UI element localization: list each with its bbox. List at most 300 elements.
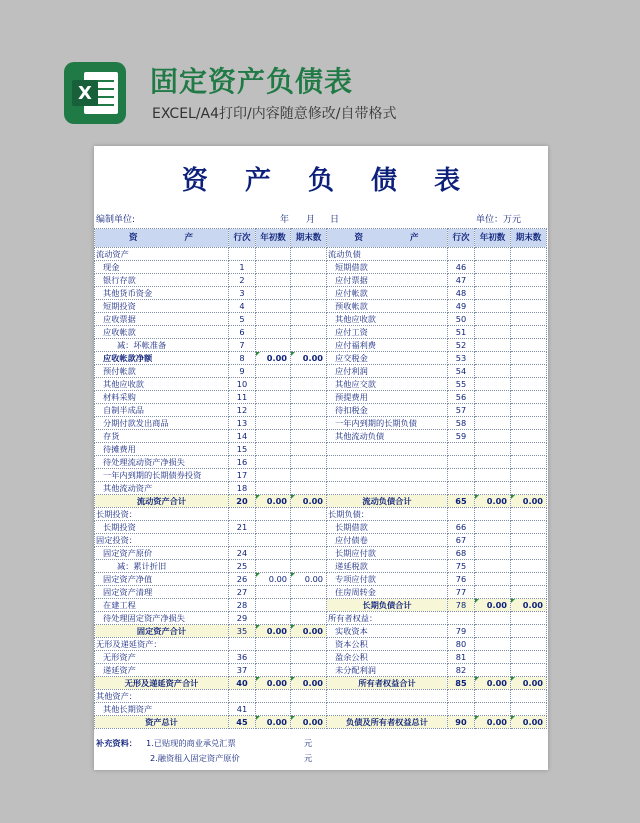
liability-begin-cell[interactable]: [475, 638, 511, 651]
asset-end-cell[interactable]: [291, 664, 327, 677]
asset-begin-cell[interactable]: [256, 378, 291, 391]
liability-begin-cell[interactable]: [475, 378, 511, 391]
liability-begin-cell[interactable]: [475, 469, 511, 482]
liability-end-cell[interactable]: [511, 391, 547, 404]
liability-begin-cell[interactable]: [475, 391, 511, 404]
liability-end-cell[interactable]: [511, 547, 547, 560]
asset-end-cell[interactable]: [291, 612, 327, 625]
asset-item-cell[interactable]: 自制半成品: [95, 404, 229, 417]
asset-end-cell[interactable]: 0.00: [291, 677, 327, 690]
liability-end-cell[interactable]: [511, 404, 547, 417]
liability-end-cell[interactable]: [511, 430, 547, 443]
liability-row-no-cell[interactable]: 90: [448, 716, 475, 729]
asset-begin-cell[interactable]: [256, 274, 291, 287]
asset-row-no-cell[interactable]: 21: [229, 521, 256, 534]
liability-item-cell[interactable]: 应付票据: [327, 274, 448, 287]
liability-item-cell[interactable]: 所有者权益合计: [327, 677, 448, 690]
asset-row-no-cell[interactable]: 9: [229, 365, 256, 378]
liability-item-cell[interactable]: 预提费用: [327, 391, 448, 404]
asset-item-cell[interactable]: 减：累计折旧: [95, 560, 229, 573]
asset-end-cell[interactable]: [291, 417, 327, 430]
asset-end-cell[interactable]: [291, 586, 327, 599]
liability-row-no-cell[interactable]: 48: [448, 287, 475, 300]
asset-end-cell[interactable]: [291, 469, 327, 482]
asset-row-no-cell[interactable]: [229, 534, 256, 547]
asset-end-cell[interactable]: [291, 274, 327, 287]
liability-begin-cell[interactable]: [475, 365, 511, 378]
asset-begin-cell[interactable]: [256, 287, 291, 300]
liability-item-cell[interactable]: [327, 703, 448, 716]
asset-end-cell[interactable]: [291, 378, 327, 391]
liability-row-no-cell[interactable]: [448, 508, 475, 521]
liability-end-cell[interactable]: [511, 274, 547, 287]
liability-begin-cell[interactable]: [475, 274, 511, 287]
liability-item-cell[interactable]: 住房周转金: [327, 586, 448, 599]
liability-item-cell[interactable]: 负债及所有者权益总计: [327, 716, 448, 729]
asset-begin-cell[interactable]: 0.00: [256, 677, 291, 690]
asset-item-cell[interactable]: 长期投资: [95, 521, 229, 534]
asset-begin-cell[interactable]: [256, 599, 291, 612]
asset-end-cell[interactable]: [291, 248, 327, 261]
liability-begin-cell[interactable]: [475, 443, 511, 456]
liability-row-no-cell[interactable]: 67: [448, 534, 475, 547]
asset-row-no-cell[interactable]: 18: [229, 482, 256, 495]
liability-end-cell[interactable]: [511, 625, 547, 638]
asset-end-cell[interactable]: [291, 404, 327, 417]
asset-end-cell[interactable]: [291, 456, 327, 469]
liability-end-cell[interactable]: [511, 313, 547, 326]
liability-row-no-cell[interactable]: 59: [448, 430, 475, 443]
liability-begin-cell[interactable]: [475, 261, 511, 274]
asset-item-cell[interactable]: 在建工程: [95, 599, 229, 612]
asset-begin-cell[interactable]: [256, 612, 291, 625]
asset-end-cell[interactable]: 0.00: [291, 573, 327, 586]
asset-item-cell[interactable]: 资产总计: [95, 716, 229, 729]
liability-begin-cell[interactable]: [475, 612, 511, 625]
liability-row-no-cell[interactable]: 57: [448, 404, 475, 417]
asset-item-cell[interactable]: 短期投资: [95, 300, 229, 313]
liability-begin-cell[interactable]: [475, 664, 511, 677]
asset-end-cell[interactable]: [291, 534, 327, 547]
asset-row-no-cell[interactable]: [229, 508, 256, 521]
asset-end-cell[interactable]: [291, 300, 327, 313]
asset-row-no-cell[interactable]: 8: [229, 352, 256, 365]
liability-begin-cell[interactable]: [475, 508, 511, 521]
asset-begin-cell[interactable]: [256, 261, 291, 274]
liability-row-no-cell[interactable]: [448, 612, 475, 625]
liability-row-no-cell[interactable]: [448, 690, 475, 703]
liability-row-no-cell[interactable]: 49: [448, 300, 475, 313]
liability-item-cell[interactable]: 递延税款: [327, 560, 448, 573]
asset-begin-cell[interactable]: [256, 404, 291, 417]
liability-row-no-cell[interactable]: 85: [448, 677, 475, 690]
liability-row-no-cell[interactable]: 82: [448, 664, 475, 677]
asset-row-no-cell[interactable]: 14: [229, 430, 256, 443]
asset-begin-cell[interactable]: [256, 690, 291, 703]
asset-begin-cell[interactable]: [256, 547, 291, 560]
asset-item-cell[interactable]: 流动资产合计: [95, 495, 229, 508]
asset-row-no-cell[interactable]: [229, 638, 256, 651]
liability-end-cell[interactable]: [511, 534, 547, 547]
asset-begin-cell[interactable]: [256, 443, 291, 456]
asset-begin-cell[interactable]: [256, 508, 291, 521]
liability-end-cell[interactable]: [511, 703, 547, 716]
liability-item-cell[interactable]: 预收帐款: [327, 300, 448, 313]
liability-end-cell[interactable]: [511, 690, 547, 703]
liability-row-no-cell[interactable]: 58: [448, 417, 475, 430]
liability-item-cell[interactable]: [327, 469, 448, 482]
liability-begin-cell[interactable]: [475, 482, 511, 495]
asset-row-no-cell[interactable]: 40: [229, 677, 256, 690]
asset-begin-cell[interactable]: [256, 456, 291, 469]
liability-item-cell[interactable]: [327, 443, 448, 456]
asset-row-no-cell[interactable]: 17: [229, 469, 256, 482]
liability-end-cell[interactable]: [511, 300, 547, 313]
liability-begin-cell[interactable]: [475, 547, 511, 560]
liability-begin-cell[interactable]: [475, 703, 511, 716]
asset-item-cell[interactable]: 存货: [95, 430, 229, 443]
asset-end-cell[interactable]: [291, 365, 327, 378]
asset-begin-cell[interactable]: [256, 534, 291, 547]
asset-end-cell[interactable]: [291, 560, 327, 573]
liability-end-cell[interactable]: [511, 651, 547, 664]
liability-begin-cell[interactable]: 0.00: [475, 599, 511, 612]
liability-row-no-cell[interactable]: [448, 482, 475, 495]
asset-row-no-cell[interactable]: 1: [229, 261, 256, 274]
asset-row-no-cell[interactable]: 4: [229, 300, 256, 313]
asset-begin-cell[interactable]: [256, 651, 291, 664]
asset-end-cell[interactable]: [291, 703, 327, 716]
asset-row-no-cell[interactable]: 37: [229, 664, 256, 677]
asset-begin-cell[interactable]: 0.00: [256, 573, 291, 586]
liability-begin-cell[interactable]: [475, 651, 511, 664]
asset-item-cell[interactable]: 减：坏帐准备: [95, 339, 229, 352]
asset-begin-cell[interactable]: [256, 469, 291, 482]
liability-begin-cell[interactable]: 0.00: [475, 495, 511, 508]
header-row-no-2: 行次: [448, 229, 475, 248]
asset-end-cell[interactable]: [291, 430, 327, 443]
liability-item-cell[interactable]: 应付债卷: [327, 534, 448, 547]
liability-row-no-cell[interactable]: 54: [448, 365, 475, 378]
asset-end-cell[interactable]: [291, 651, 327, 664]
liability-row-no-cell[interactable]: [448, 469, 475, 482]
asset-item-cell[interactable]: 长期投资：: [95, 508, 229, 521]
asset-row-no-cell[interactable]: 6: [229, 326, 256, 339]
asset-item-cell[interactable]: 固定资产清理: [95, 586, 229, 599]
asset-begin-cell[interactable]: 0.00: [256, 495, 291, 508]
liability-item-cell[interactable]: 其他应收款: [327, 313, 448, 326]
asset-item-cell[interactable]: 固定投资：: [95, 534, 229, 547]
liability-item-cell[interactable]: 未分配利润: [327, 664, 448, 677]
liability-begin-cell[interactable]: [475, 573, 511, 586]
liability-begin-cell[interactable]: [475, 560, 511, 573]
asset-begin-cell[interactable]: [256, 482, 291, 495]
liability-item-cell[interactable]: [327, 690, 448, 703]
asset-begin-cell[interactable]: [256, 391, 291, 404]
asset-end-cell[interactable]: [291, 261, 327, 274]
liability-row-no-cell[interactable]: 50: [448, 313, 475, 326]
liability-begin-cell[interactable]: [475, 534, 511, 547]
liability-row-no-cell[interactable]: 51: [448, 326, 475, 339]
asset-row-no-cell[interactable]: 27: [229, 586, 256, 599]
liability-begin-cell[interactable]: [475, 287, 511, 300]
liability-item-cell[interactable]: 应交税金: [327, 352, 448, 365]
asset-begin-cell[interactable]: [256, 430, 291, 443]
asset-end-cell[interactable]: [291, 287, 327, 300]
liability-item-cell[interactable]: 短期借款: [327, 261, 448, 274]
liability-row-no-cell[interactable]: 52: [448, 339, 475, 352]
liability-item-cell[interactable]: 应付利润: [327, 365, 448, 378]
liability-row-no-cell[interactable]: [448, 703, 475, 716]
liability-row-no-cell[interactable]: 56: [448, 391, 475, 404]
asset-end-cell[interactable]: 0.00: [291, 625, 327, 638]
table-row: [95, 469, 547, 482]
liability-item-cell[interactable]: 长期负债：: [327, 508, 448, 521]
liability-row-no-cell[interactable]: 46: [448, 261, 475, 274]
liability-end-cell[interactable]: 0.00: [511, 599, 547, 612]
asset-row-no-cell[interactable]: 24: [229, 547, 256, 560]
asset-begin-cell[interactable]: [256, 365, 291, 378]
liability-begin-cell[interactable]: [475, 417, 511, 430]
liability-begin-cell[interactable]: [475, 300, 511, 313]
liability-end-cell[interactable]: [511, 287, 547, 300]
asset-item-cell[interactable]: 其他应收款: [95, 378, 229, 391]
asset-row-no-cell[interactable]: 29: [229, 612, 256, 625]
liability-end-cell[interactable]: [511, 612, 547, 625]
asset-row-no-cell[interactable]: [229, 690, 256, 703]
liability-end-cell[interactable]: [511, 469, 547, 482]
asset-begin-cell[interactable]: [256, 339, 291, 352]
asset-row-no-cell[interactable]: 12: [229, 404, 256, 417]
asset-begin-cell[interactable]: [256, 248, 291, 261]
liability-begin-cell[interactable]: [475, 586, 511, 599]
asset-item-cell[interactable]: 应收帐款: [95, 326, 229, 339]
asset-begin-cell[interactable]: [256, 300, 291, 313]
liability-item-cell[interactable]: 长期借款: [327, 521, 448, 534]
asset-row-no-cell[interactable]: 28: [229, 599, 256, 612]
asset-end-cell[interactable]: [291, 690, 327, 703]
liability-end-cell[interactable]: [511, 378, 547, 391]
liability-item-cell[interactable]: 流动负债: [327, 248, 448, 261]
asset-row-no-cell[interactable]: 36: [229, 651, 256, 664]
asset-end-cell[interactable]: [291, 547, 327, 560]
liability-begin-cell[interactable]: [475, 521, 511, 534]
liability-item-cell[interactable]: 专项应付款: [327, 573, 448, 586]
liability-end-cell[interactable]: [511, 482, 547, 495]
asset-end-cell[interactable]: [291, 638, 327, 651]
asset-row-no-cell[interactable]: 41: [229, 703, 256, 716]
liability-end-cell[interactable]: [511, 664, 547, 677]
liability-item-cell[interactable]: 长期应付款: [327, 547, 448, 560]
liability-item-cell[interactable]: 一年内到期的长期负债: [327, 417, 448, 430]
asset-begin-cell[interactable]: [256, 417, 291, 430]
asset-item-cell[interactable]: 固定资产原价: [95, 547, 229, 560]
asset-begin-cell[interactable]: 0.00: [256, 716, 291, 729]
table-row: [95, 495, 547, 508]
asset-row-no-cell[interactable]: 15: [229, 443, 256, 456]
asset-end-cell[interactable]: [291, 482, 327, 495]
asset-row-no-cell[interactable]: 5: [229, 313, 256, 326]
asset-end-cell[interactable]: 0.00: [291, 352, 327, 365]
liability-begin-cell[interactable]: [475, 326, 511, 339]
asset-end-cell[interactable]: 0.00: [291, 716, 327, 729]
asset-end-cell[interactable]: [291, 521, 327, 534]
liability-end-cell[interactable]: [511, 586, 547, 599]
asset-row-no-cell[interactable]: 20: [229, 495, 256, 508]
liability-end-cell[interactable]: [511, 456, 547, 469]
liability-begin-cell[interactable]: [475, 248, 511, 261]
asset-end-cell[interactable]: [291, 599, 327, 612]
liability-row-no-cell[interactable]: [448, 456, 475, 469]
liability-row-no-cell[interactable]: 79: [448, 625, 475, 638]
liability-item-cell[interactable]: 应付福利费: [327, 339, 448, 352]
liability-end-cell[interactable]: [511, 560, 547, 573]
liability-end-cell[interactable]: [511, 339, 547, 352]
liability-end-cell[interactable]: [511, 521, 547, 534]
asset-item-cell[interactable]: 现金: [95, 261, 229, 274]
liability-row-no-cell[interactable]: 77: [448, 586, 475, 599]
table-row: [95, 417, 547, 430]
asset-row-no-cell[interactable]: 11: [229, 391, 256, 404]
liability-item-cell[interactable]: 其他应交款: [327, 378, 448, 391]
liability-end-cell[interactable]: [511, 248, 547, 261]
liability-end-cell[interactable]: [511, 638, 547, 651]
asset-item-cell[interactable]: 固定资产合计: [95, 625, 229, 638]
asset-begin-cell[interactable]: 0.00: [256, 625, 291, 638]
asset-item-cell[interactable]: 递延资产: [95, 664, 229, 677]
asset-item-cell[interactable]: 无形资产: [95, 651, 229, 664]
asset-begin-cell[interactable]: [256, 313, 291, 326]
asset-item-cell[interactable]: 银行存款: [95, 274, 229, 287]
liability-begin-cell[interactable]: [475, 625, 511, 638]
asset-end-cell[interactable]: [291, 339, 327, 352]
liability-row-no-cell[interactable]: 81: [448, 651, 475, 664]
asset-begin-cell[interactable]: [256, 586, 291, 599]
liability-item-cell[interactable]: 待扣税金: [327, 404, 448, 417]
asset-item-cell[interactable]: 无形及递延资产：: [95, 638, 229, 651]
liability-end-cell[interactable]: [511, 508, 547, 521]
liability-begin-cell[interactable]: [475, 430, 511, 443]
liability-row-no-cell[interactable]: 55: [448, 378, 475, 391]
liability-item-cell[interactable]: 所有者权益：: [327, 612, 448, 625]
liability-row-no-cell[interactable]: [448, 248, 475, 261]
liability-end-cell[interactable]: [511, 573, 547, 586]
liability-item-cell[interactable]: 资本公积: [327, 638, 448, 651]
asset-item-cell[interactable]: 待处理固定资产净损失: [95, 612, 229, 625]
asset-item-cell[interactable]: 其他流动资产: [95, 482, 229, 495]
liability-end-cell[interactable]: [511, 326, 547, 339]
asset-item-cell[interactable]: 其他货币资金: [95, 287, 229, 300]
asset-item-cell[interactable]: 固定资产净值: [95, 573, 229, 586]
liability-row-no-cell[interactable]: 78: [448, 599, 475, 612]
liability-item-cell[interactable]: 长期负债合计: [327, 599, 448, 612]
asset-end-cell[interactable]: [291, 391, 327, 404]
liability-begin-cell[interactable]: 0.00: [475, 677, 511, 690]
asset-item-cell[interactable]: 应收票据: [95, 313, 229, 326]
asset-end-cell[interactable]: [291, 508, 327, 521]
asset-item-cell[interactable]: 预付帐款: [95, 365, 229, 378]
asset-end-cell[interactable]: [291, 326, 327, 339]
asset-row-no-cell[interactable]: 26: [229, 573, 256, 586]
asset-end-cell[interactable]: 0.00: [291, 495, 327, 508]
asset-row-no-cell[interactable]: 10: [229, 378, 256, 391]
asset-item-cell[interactable]: 一年内到期的长期债券投资: [95, 469, 229, 482]
asset-begin-cell[interactable]: [256, 560, 291, 573]
liability-row-no-cell[interactable]: 65: [448, 495, 475, 508]
liability-begin-cell[interactable]: [475, 313, 511, 326]
asset-item-cell[interactable]: 待摊费用: [95, 443, 229, 456]
asset-row-no-cell[interactable]: 2: [229, 274, 256, 287]
asset-begin-cell[interactable]: [256, 664, 291, 677]
asset-item-cell[interactable]: 无形及递延资产合计: [95, 677, 229, 690]
liability-begin-cell[interactable]: [475, 690, 511, 703]
asset-end-cell[interactable]: [291, 443, 327, 456]
asset-begin-cell[interactable]: [256, 521, 291, 534]
liability-begin-cell[interactable]: 0.00: [475, 716, 511, 729]
asset-row-no-cell[interactable]: 3: [229, 287, 256, 300]
asset-end-cell[interactable]: [291, 313, 327, 326]
liability-row-no-cell[interactable]: 76: [448, 573, 475, 586]
asset-item-cell[interactable]: 应收帐款净额: [95, 352, 229, 365]
liability-row-no-cell[interactable]: 53: [448, 352, 475, 365]
liability-end-cell[interactable]: [511, 261, 547, 274]
asset-row-no-cell[interactable]: 16: [229, 456, 256, 469]
asset-item-cell[interactable]: 流动资产: [95, 248, 229, 261]
liability-row-no-cell[interactable]: 80: [448, 638, 475, 651]
liability-row-no-cell[interactable]: 75: [448, 560, 475, 573]
liability-end-cell[interactable]: [511, 443, 547, 456]
liability-begin-cell[interactable]: [475, 404, 511, 417]
asset-item-cell[interactable]: 分期付款发出商品: [95, 417, 229, 430]
asset-item-cell[interactable]: 材料采购: [95, 391, 229, 404]
asset-row-no-cell[interactable]: 45: [229, 716, 256, 729]
liability-item-cell[interactable]: 应付工资: [327, 326, 448, 339]
liability-end-cell[interactable]: 0.00: [511, 495, 547, 508]
liability-item-cell[interactable]: 实收资本: [327, 625, 448, 638]
liability-row-no-cell[interactable]: [448, 443, 475, 456]
liability-row-no-cell[interactable]: 47: [448, 274, 475, 287]
liability-item-cell[interactable]: [327, 482, 448, 495]
asset-item-cell[interactable]: 其他资产：: [95, 690, 229, 703]
liability-item-cell[interactable]: 其他流动负债: [327, 430, 448, 443]
asset-item-cell[interactable]: 待处理流动资产净损失: [95, 456, 229, 469]
asset-begin-cell[interactable]: 0.00: [256, 352, 291, 365]
liability-row-no-cell[interactable]: 66: [448, 521, 475, 534]
liability-item-cell[interactable]: 应付帐款: [327, 287, 448, 300]
asset-begin-cell[interactable]: [256, 703, 291, 716]
asset-begin-cell[interactable]: [256, 638, 291, 651]
liability-item-cell[interactable]: 流动负债合计: [327, 495, 448, 508]
liability-end-cell[interactable]: [511, 365, 547, 378]
liability-row-no-cell[interactable]: 68: [448, 547, 475, 560]
asset-begin-cell[interactable]: [256, 326, 291, 339]
liability-begin-cell[interactable]: [475, 456, 511, 469]
asset-row-no-cell[interactable]: 13: [229, 417, 256, 430]
liability-item-cell[interactable]: [327, 456, 448, 469]
asset-row-no-cell[interactable]: 7: [229, 339, 256, 352]
asset-row-no-cell[interactable]: 35: [229, 625, 256, 638]
asset-item-cell[interactable]: 其他长期资产: [95, 703, 229, 716]
asset-row-no-cell[interactable]: [229, 248, 256, 261]
asset-row-no-cell[interactable]: 25: [229, 560, 256, 573]
liability-end-cell[interactable]: [511, 417, 547, 430]
liability-end-cell[interactable]: 0.00: [511, 716, 547, 729]
liability-begin-cell[interactable]: [475, 352, 511, 365]
liability-begin-cell[interactable]: [475, 339, 511, 352]
liability-end-cell[interactable]: [511, 352, 547, 365]
liability-item-cell[interactable]: 盈余公积: [327, 651, 448, 664]
liability-end-cell[interactable]: 0.00: [511, 677, 547, 690]
